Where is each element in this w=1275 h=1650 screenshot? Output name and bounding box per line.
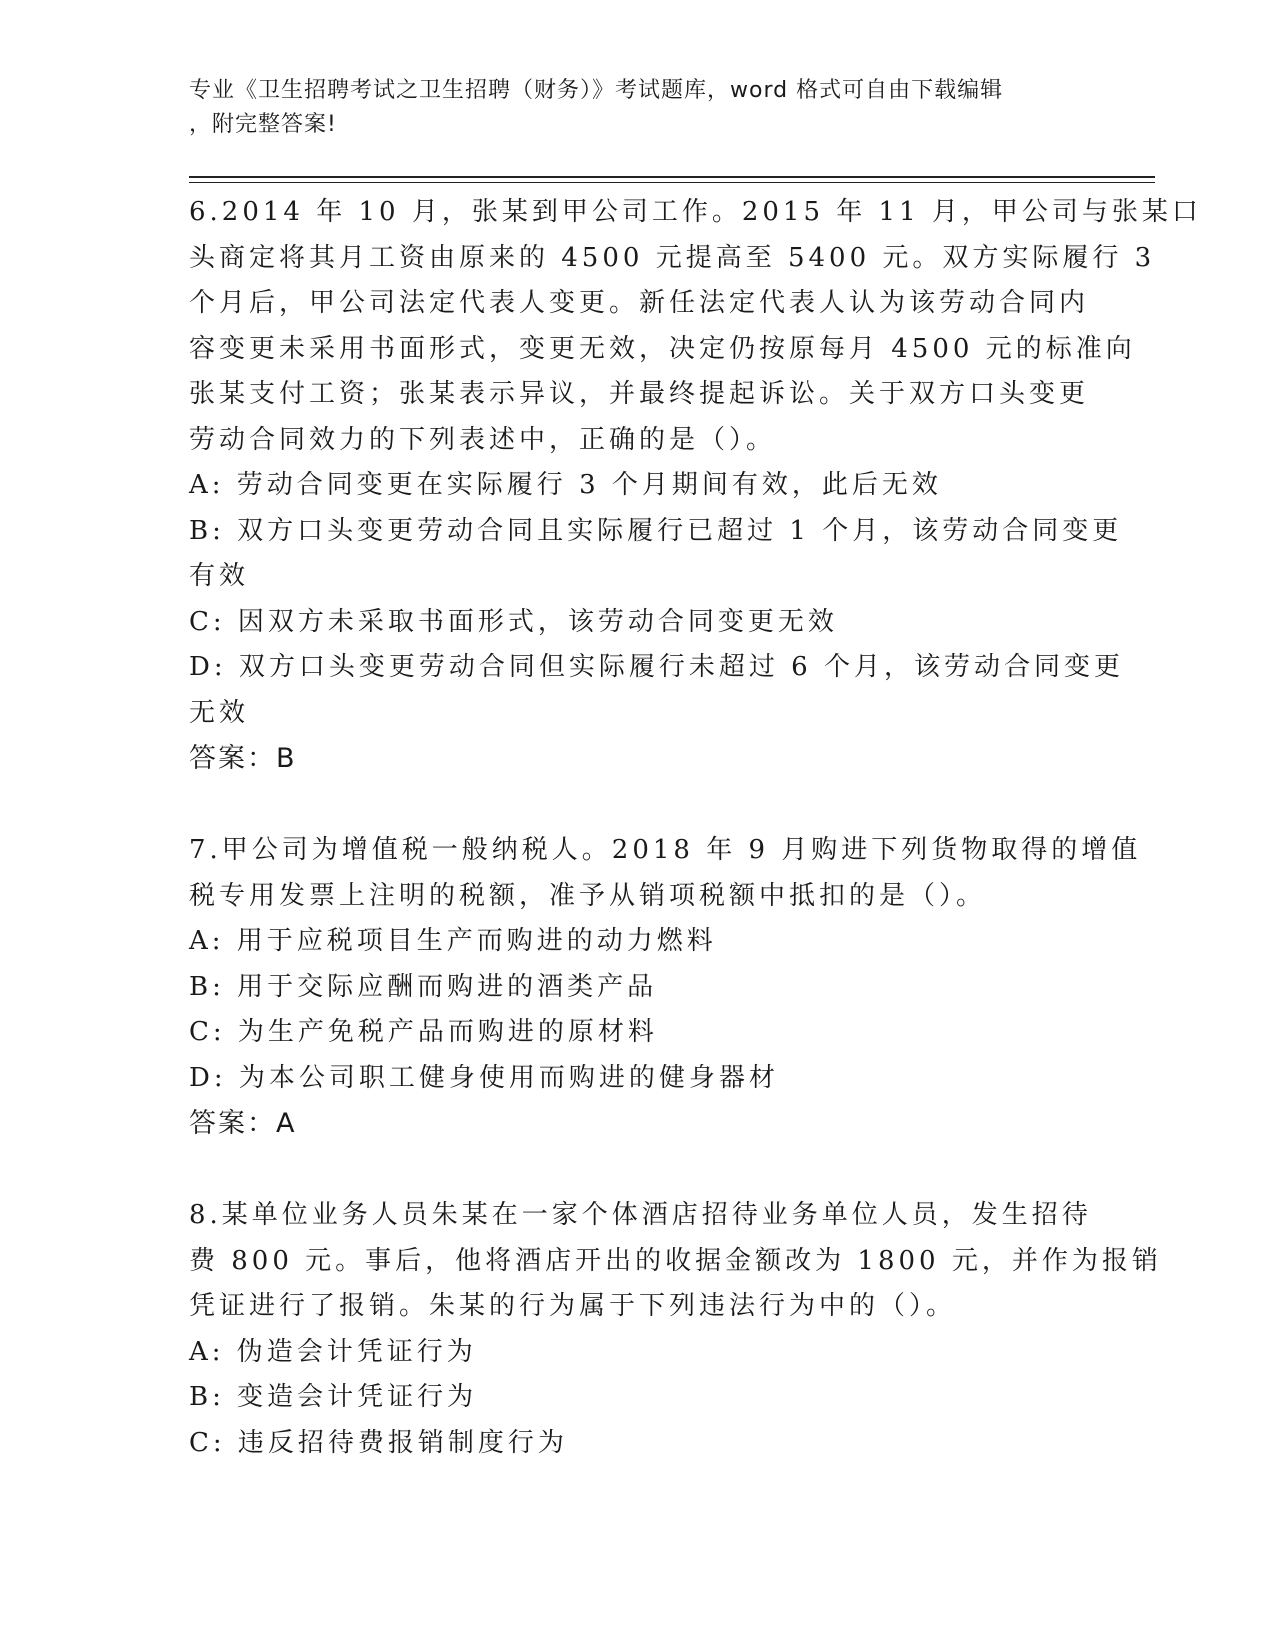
question-stem-line: 个月后，甲公司法定代表人变更。新任法定代表人认为该劳动合同内 — [189, 288, 1090, 318]
header-divider-thin — [189, 182, 1155, 183]
question-6 — [189, 190, 1202, 782]
option-b: B: 双方口头变更劳动合同且实际履行已超过 1 个月，该劳动合同变更 — [189, 515, 1123, 546]
option-d: D: 为本公司职工健身使用而购进的健身器材 — [189, 1062, 779, 1093]
question-stem-line: 6.2014 年 10 月，张某到甲公司工作。2015 年 11 月，甲公司与张某口 — [189, 197, 1202, 227]
option-a: A: 用于应税项目生产而购进的动力燃料 — [189, 926, 717, 956]
option-d-continued: 无效 — [189, 697, 250, 728]
question-8 — [189, 1193, 1162, 1466]
question-spacer — [189, 782, 1089, 828]
question-stem-line: 8.某单位业务人员朱某在一家个体酒店招待业务单位人员，发生招待 — [189, 1200, 1092, 1230]
question-stem-line: 费 800 元。事后，他将酒店开出的收据金额改为 1800 元，并作为报销 — [189, 1245, 1162, 1276]
option-a: A: 劳动合同变更在实际履行 3 个月期间有效，此后无效 — [189, 470, 942, 500]
question-stem-line: 张某支付工资；张某表示异议，并最终提起诉讼。关于双方口头变更 — [189, 379, 1090, 409]
answer-label: 答案：B — [189, 743, 297, 774]
header-line: 专业《卫生招聘考试之卫生招聘（财务）》考试题库，word 格式可自由下载编辑 — [189, 78, 1004, 103]
option-c: C: 因双方未采取书面形式，该劳动合同变更无效 — [189, 606, 838, 637]
question-stem-line: 凭证进行了报销。朱某的行为属于下列违法行为中的（）。 — [189, 1291, 957, 1321]
question-7 — [189, 828, 1142, 1147]
question-spacer — [189, 1147, 1089, 1193]
option-d: D: 双方口头变更劳动合同但实际履行未超过 6 个月，该劳动合同变更 — [189, 652, 1124, 682]
question-stem-line: 劳动合同效力的下列表述中，正确的是（）。 — [189, 424, 777, 455]
option-a: A: 伪造会计凭证行为 — [189, 1336, 477, 1367]
option-c: C: 为生产免税产品而购进的原材料 — [189, 1017, 658, 1047]
header-divider — [189, 176, 1155, 178]
question-stem-line: 头商定将其月工资由原来的 4500 元提高至 5400 元。双方实际履行 3 — [189, 242, 1156, 273]
question-stem-line: 容变更未采用书面形式，变更无效，决定仍按原每月 4500 元的标准向 — [189, 333, 1136, 364]
option-b: B: 变造会计凭证行为 — [189, 1382, 478, 1412]
answer-label: 答案：A — [189, 1108, 297, 1139]
option-c: C: 违反招待费报销制度行为 — [189, 1427, 568, 1458]
question-list — [189, 190, 1202, 1466]
question-stem-line: 税专用发票上注明的税额，准予从销项税额中抵扣的是（）。 — [189, 880, 987, 911]
option-b-continued: 有效 — [189, 561, 250, 591]
header-line: ，附完整答案! — [189, 112, 337, 137]
question-stem-line: 7.甲公司为增值税一般纳税人。2018 年 9 月购进下列货物取得的增值 — [189, 835, 1142, 865]
document-header — [189, 74, 1069, 142]
option-b: B: 用于交际应酬而购进的酒类产品 — [189, 971, 658, 1002]
